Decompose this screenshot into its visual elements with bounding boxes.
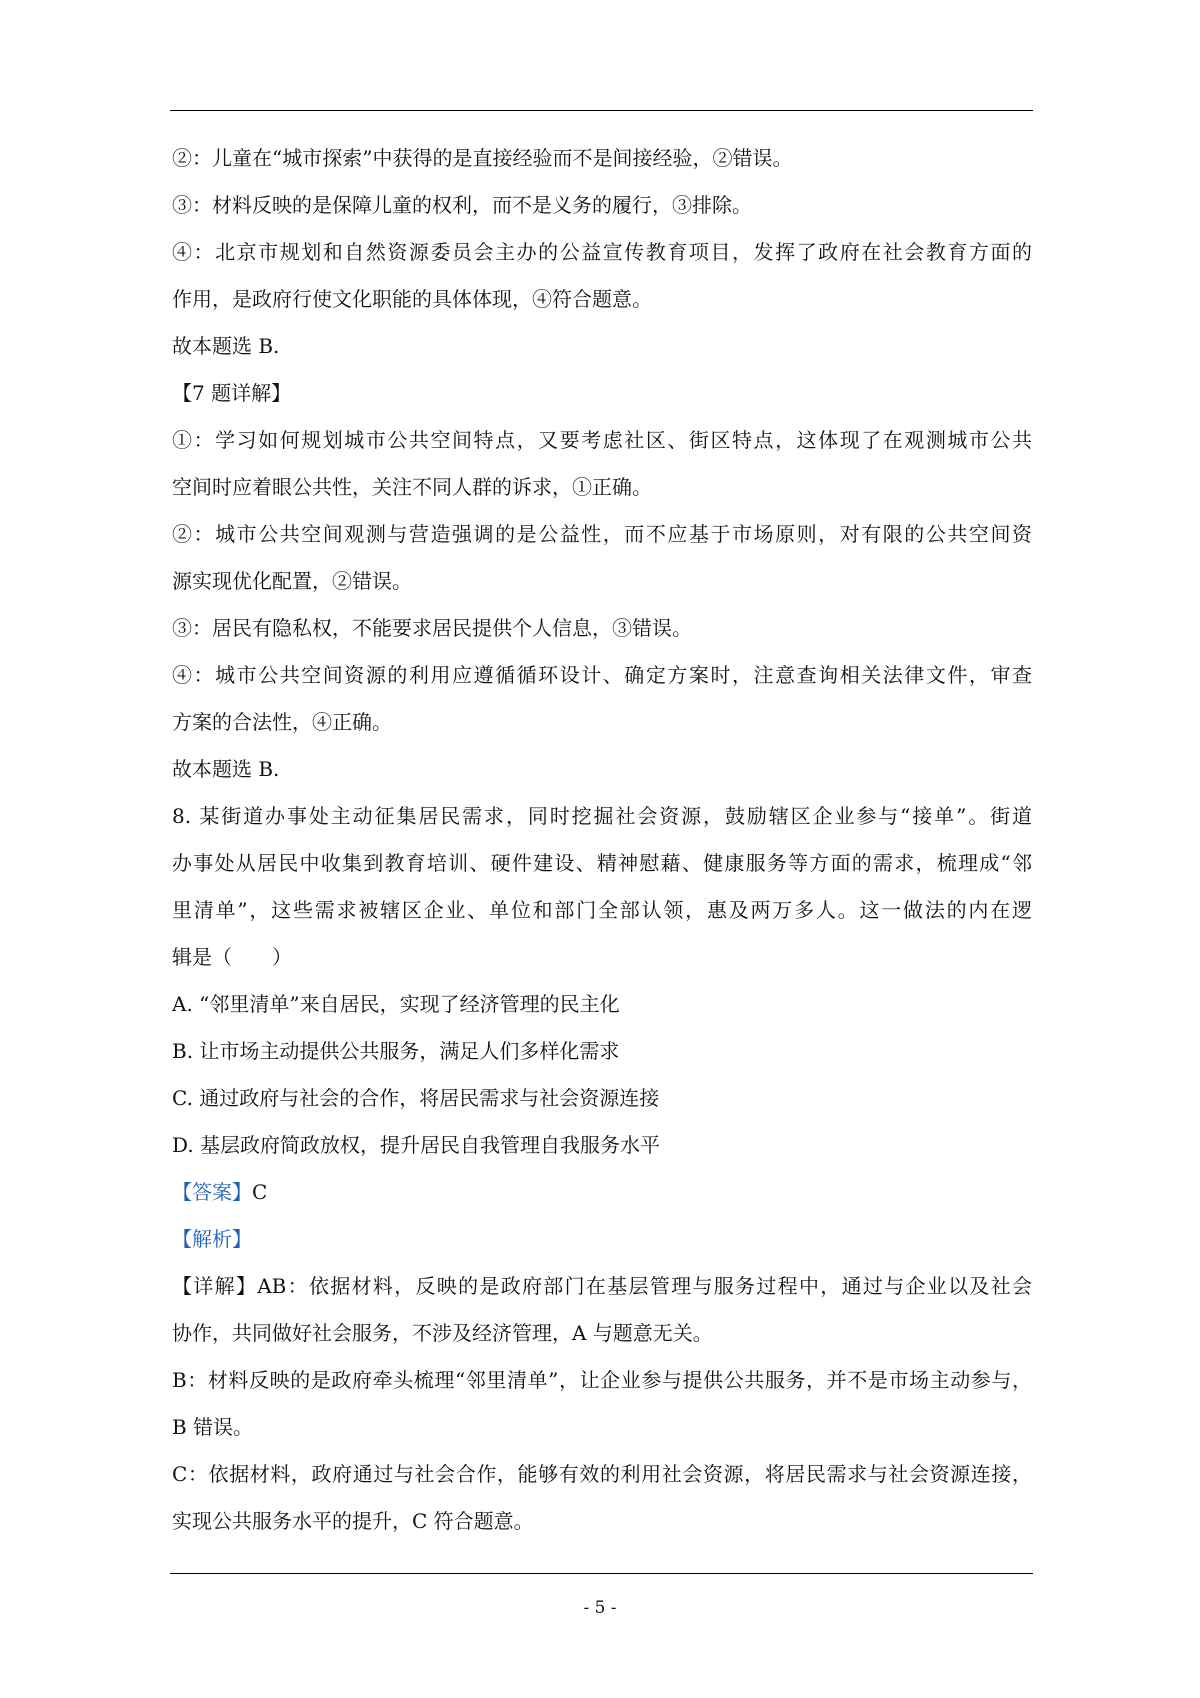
question-stem: 8. 某街道办事处主动征集居民需求，同时挖掘社会资源，鼓励辖区企业参与“接单”。街道 [172, 804, 1032, 828]
text-line: 空间时应着眼公共性，关注不同人群的诉求，①正确。 [172, 475, 652, 499]
detail-line: 协作，共同做好社会服务，不涉及经济管理，A 与题意无关。 [172, 1321, 713, 1345]
option-b: B. 让市场主动提供公共服务，满足人们多样化需求 [172, 1039, 620, 1063]
text-line: ③：材料反映的是保障儿童的权利，而不是义务的履行，③排除。 [172, 193, 752, 217]
detail-line: 【详解】AB：依据材料，反映的是政府部门在基层管理与服务过程中，通过与企业以及社会 [172, 1274, 1032, 1298]
detail-line: 实现公共服务水平的提升，C 符合题意。 [172, 1509, 534, 1533]
option-a: A. “邻里清单”来自居民，实现了经济管理的民主化 [172, 992, 620, 1016]
footer-rule [170, 1573, 1033, 1574]
answer-label: 【答案】 [172, 1180, 252, 1204]
text-line: ③：居民有隐私权，不能要求居民提供个人信息，③错误。 [172, 616, 692, 640]
text-line: ②：城市公共空间观测与营造强调的是公益性，而不应基于市场原则，对有限的公共空间资 [172, 522, 1032, 546]
page-body [172, 146, 1032, 1556]
text-line: 源实现优化配置，②错误。 [172, 569, 412, 593]
section-heading: 【7 题详解】 [172, 381, 292, 405]
question-stem: 里清单”，这些需求被辖区企业、单位和部门全部认领，惠及两万多人。这一做法的内在逻 [172, 898, 1032, 922]
text-line: 故本题选 B. [172, 757, 280, 781]
text-line: ②：儿童在“城市探索”中获得的是直接经验而不是间接经验，②错误。 [172, 146, 793, 170]
question-stem: 办事处从居民中收集到教育培训、硬件建设、精神慰藉、健康服务等方面的需求，梳理成“邻 [172, 851, 1032, 875]
detail-line: B 错误。 [172, 1415, 254, 1439]
text-line: ④：城市公共空间资源的利用应遵循循环设计、确定方案时，注意查询相关法律文件，审查 [172, 663, 1032, 687]
header-rule [170, 110, 1033, 111]
option-c: C. 通过政府与社会的合作，将居民需求与社会资源连接 [172, 1086, 660, 1110]
analysis-label: 【解析】 [172, 1227, 252, 1251]
question-stem: 辑是（ ） [172, 945, 292, 969]
text-line: ④：北京市规划和自然资源委员会主办的公益宣传教育项目，发挥了政府在社会教育方面的 [172, 240, 1032, 264]
page-number: - 5 - [583, 1598, 617, 1618]
text-line: 方案的合法性，④正确。 [172, 710, 392, 734]
text-line: ①：学习如何规划城市公共空间特点，又要考虑社区、街区特点，这体现了在观测城市公共 [172, 428, 1032, 452]
detail-line: C：依据材料，政府通过与社会合作，能够有效的利用社会资源，将居民需求与社会资源连接， [172, 1462, 1032, 1486]
detail-line: B：材料反映的是政府牵头梳理“邻里清单”，让企业参与提供公共服务，并不是市场主动参与， [172, 1368, 1032, 1392]
answer-value: C [252, 1180, 268, 1204]
text-line: 故本题选 B. [172, 334, 280, 358]
option-d: D. 基层政府简政放权，提升居民自我管理自我服务水平 [172, 1133, 661, 1157]
answer-line [172, 1180, 1032, 1204]
text-line: 作用，是政府行使文化职能的具体体现，④符合题意。 [172, 287, 652, 311]
